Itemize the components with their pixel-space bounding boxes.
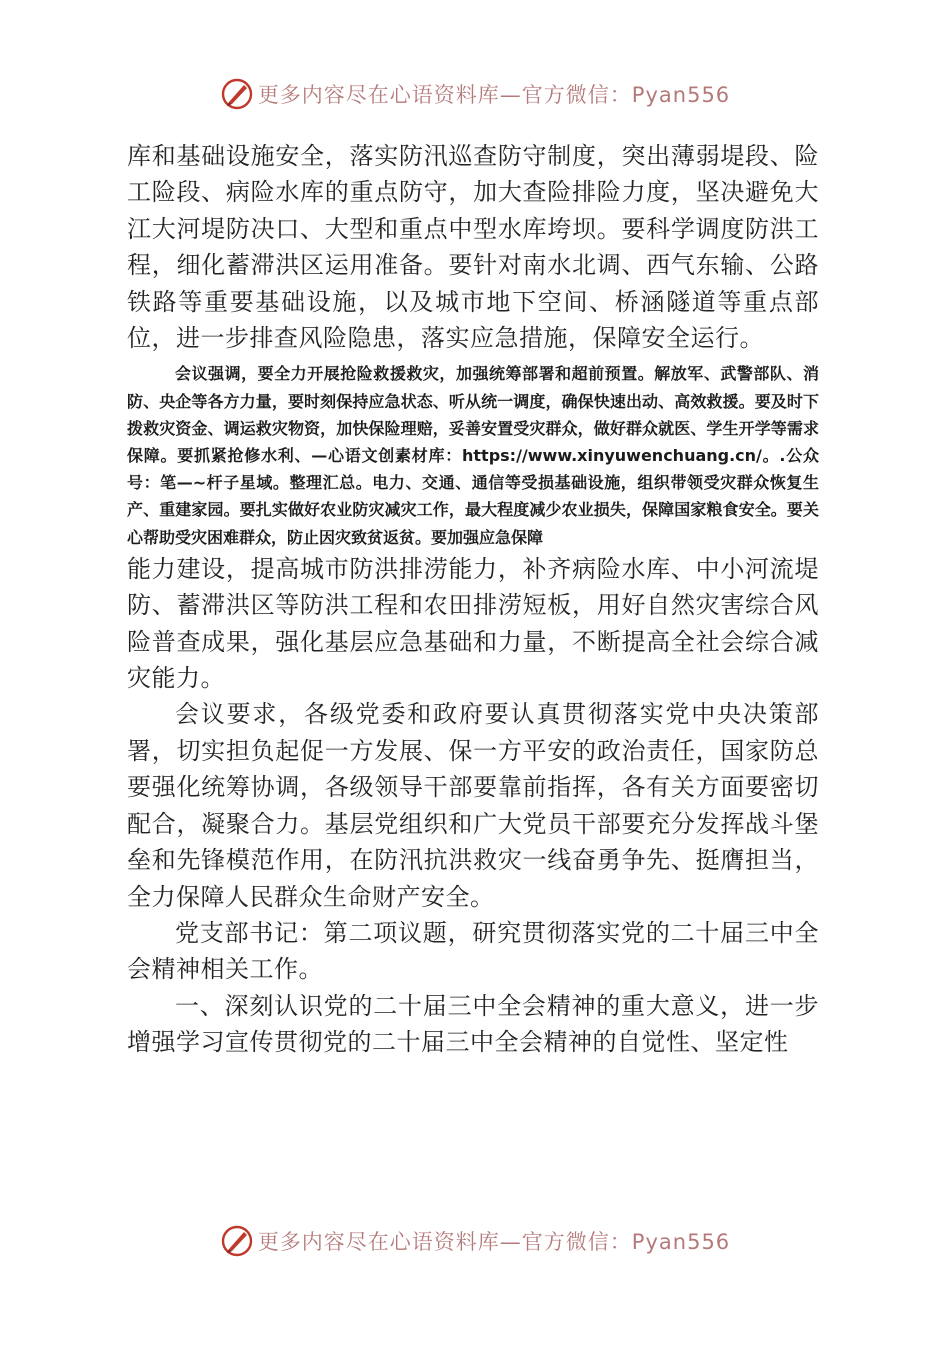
header-watermark-banner	[0, 74, 950, 114]
paragraph-1: 库和基础设施安全，落实防汛巡查防守制度，突出薄弱堤段、险工险段、病险水库的重点防守，加大查险排险力度，坚决避免大江大河堤防决口、大型和重点中型水库垮坝。要科学调度防洪工程，细化蓄滞洪区运用准备。要针对南水北调、西气东输、公路铁路等重要基础设施，以及城市地下空间、桥涵隧道等重点部位，进一步排查风险隐患，落实应急措施，保障安全运行。	[127, 142, 819, 353]
footer-watermark-banner	[0, 1221, 950, 1261]
paragraph-3: 能力建设，提高城市防洪排涝能力，补齐病险水库、中小河流堤防、蓄滞洪区等防洪工程和农田排涝短板，用好自然灾害综合风险普查成果，强化基层应急基础和力量，不断提高全社会综合减灾能力。	[127, 554, 819, 693]
paragraph-4: 会议要求，各级党委和政府要认真贯彻落实党中央决策部署，切实担负起促一方发展、保一方平安的政治责任，国家防总要强化统筹协调，各级领导干部要靠前指挥，各有关方面要密切配合，凝聚合力。基层党组织和广大党员干部要充分发挥战斗堡垒和先锋模范作用，在防汛抗洪救灾一线奋勇争先、挺膺担当，全力保障人民群众生命财产安全。	[127, 700, 819, 911]
watermark-text: 更多内容尽在心语资料库—官方微信：Pyan556	[257, 83, 731, 107]
paragraph-6: 一、深刻认识党的二十届三中全会精神的重大意义，进一步增强学习宣传贯彻党的二十届三中全会精神的自觉性、坚定性	[127, 991, 819, 1057]
pen-logo-icon	[220, 77, 254, 111]
document-body	[127, 138, 819, 1061]
paragraph-5: 党支部书记：第二项议题，研究贯彻落实党的二十届三中全会精神相关工作。	[127, 918, 819, 984]
watermark-text: 更多内容尽在心语资料库—官方微信：Pyan556	[257, 1230, 731, 1254]
pen-logo-icon	[220, 1224, 254, 1258]
paragraph-2-inserted-note: 会议强调，要全力开展抢险救援救灾，加强统筹部署和超前预置。解放军、武警部队、消防、央企等各方力量，要时刻保持应急状态、听从统一调度，确保快速出动、高效救援。要及时下拨救灾资金、调运救灾物资，加快保险理赔，妥善安置受灾群众，做好群众就医、学生开学等需求保障。要抓紧抢修水利、—心语文创素材库：https://www.xinyuwenchuang.cn/。.公众号：笔—~杆子星域。整理汇总。电力、交通、通信等受损基础设施，组织带领受灾群众恢复生产、重建家园。要扎实做好农业防灾减灾工作，最大程度减少农业损失，保障国家粮食安全。要关心帮助受灾困难群众，防止因灾致贫返贫。要加强应急保障	[127, 364, 819, 547]
